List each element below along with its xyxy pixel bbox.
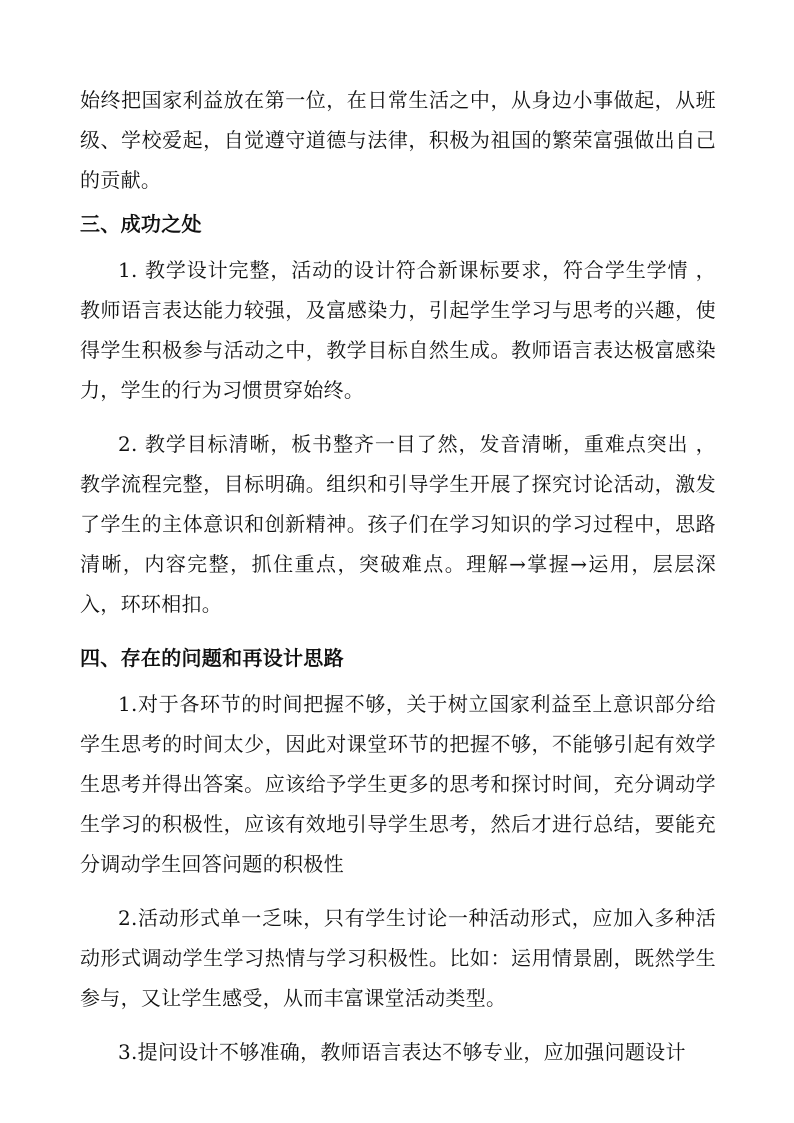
problem-item-1: 1.对于各环节的时间把握不够，关于树立国家利益至上意识部分给学生思考的时间太少，因此对课堂环节的把握不够，不能够引起有效学生思考并得出答案。应该给予学生更多的思考和探讨时间，充分调动学生学习的积极性，应该有效地引导学生思考，然后才进行总结，要能充分调动学生回答问题的积极性 xyxy=(80,692,716,876)
problem-item-3: 3.提问设计不够准确，教师语言表达不够专业，应加强问题设计 xyxy=(118,1040,686,1064)
success-item-1: 1. 教学设计完整，活动的设计符合新课标要求，符合学生学情 ，教师语言表达能力较强，及富感染力，引起学生学习与思考的兴趣，使得学生积极参与活动之中，教学目标自然生成。教师语言表达极富感染力，学生的行为习惯贯穿始终。 xyxy=(80,258,716,402)
section-heading-problems: 四、存在的问题和再设计思路 xyxy=(80,646,344,670)
section-heading-success: 三、成功之处 xyxy=(80,212,202,236)
success-item-2: 2. 教学目标清晰，板书整齐一目了然，发音清晰，重难点突出 ，教学流程完整，目标明确。组织和引导学生开展了探究讨论活动，激发了学生的主体意识和创新精神。孩子们在学习知识的学习过程中，思路清晰，内容完整，抓住重点，突破难点。理解→掌握→运用，层层深入，环环相扣。 xyxy=(80,432,716,616)
document-body xyxy=(80,80,716,1072)
problem-item-2: 2.活动形式单一乏味，只有学生讨论一种活动形式，应加入多种活动形式调动学生学习热情与学习积极性。比如：运用情景剧，既然学生参与，又让学生感受，从而丰富课堂活动类型。 xyxy=(80,906,716,1010)
intro-paragraph: 始终把国家利益放在第一位，在日常生活之中，从身边小事做起，从班级、学校爱起，自觉遵守道德与法律，积极为祖国的繁荣富强做出自己的贡献。 xyxy=(80,88,716,192)
